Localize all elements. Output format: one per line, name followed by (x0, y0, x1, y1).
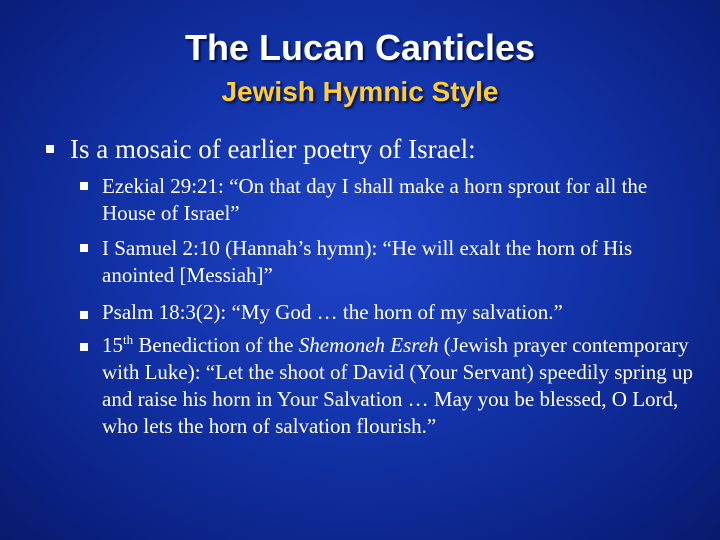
sub-bullet-text: I Samuel 2:10 (Hannah’s hymn): “He will exalt the horn of His anointed [Messiah]” (102, 236, 633, 287)
square-bullet-icon (80, 343, 88, 351)
benediction-italic-text: Shemoneh Esreh (298, 333, 439, 357)
sub-bullet-text: Psalm 18:3(2): “My God … the horn of my salvation.” (102, 300, 563, 324)
slide-subtitle: Jewish Hymnic Style (221, 76, 499, 107)
bullet-text: Is a mosaic of earlier poetry of Israel: (70, 134, 476, 164)
square-bullet-icon (80, 182, 88, 190)
slide-title: The Lucan Canticles (184, 27, 536, 68)
square-bullet-icon (46, 145, 54, 153)
ordinal-number: 15 (102, 333, 123, 357)
sub-bullet-text: Ezekial 29:21: “On that day I shall make a horn sprout for all the House of Israel” (102, 174, 648, 225)
benediction-pre-text: Benediction of the (133, 333, 299, 357)
square-bullet-icon (80, 311, 88, 319)
ordinal-suffix: th (123, 332, 134, 347)
benediction-post-text: (Jewish prayer contemporary with Luke): “Let the shoot of David (Your Servant) speedily spring up and raise his horn in Your Salvation … May you be blessed, O Lord, who lets the horn of salvation flourish.” (102, 333, 694, 438)
square-bullet-icon (80, 244, 88, 252)
sub-bullet-benediction (102, 332, 702, 440)
